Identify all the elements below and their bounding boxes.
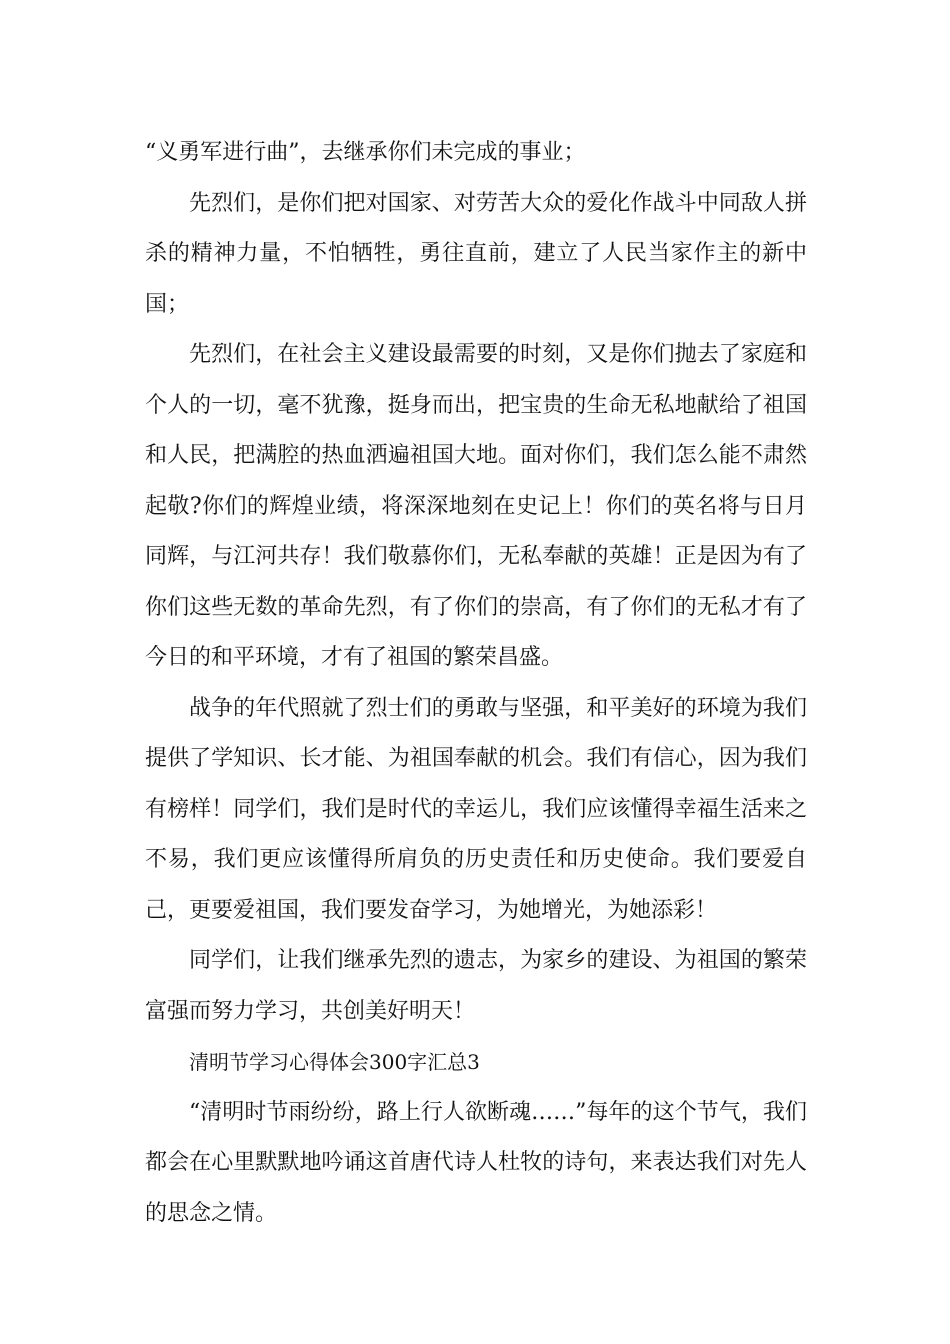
paragraph-2: 先烈们，是你们把对国家、对劳苦大众的爱化作战斗中同敌人拼杀的精神力量，不怕牺牲，勇往直前，建立了人民当家作主的新中国； — [145, 190, 807, 317]
paragraph-1: “义勇军进行曲”，去继承你们未完成的事业； — [145, 140, 586, 165]
paragraph-5: 同学们，让我们继承先烈的遗志，为家乡的建设、为祖国的繁荣富强而努力学习，共创美好明天！ — [145, 948, 807, 1024]
document-page — [145, 128, 807, 1239]
paragraph-4: 战争的年代照就了烈士们的勇敢与坚强，和平美好的环境为我们提供了学知识、长才能、为祖国奉献的机会。我们有信心，因为我们有榜样！同学们，我们是时代的幸运儿，我们应该懂得幸福生活来之不易，我们更应该懂得所肩负的历史责任和历史使命。我们要爱自己，更要爱祖国，我们要发奋学习，为她增光，为她添彩！ — [145, 695, 807, 923]
section-heading: 清明节学习心得体会300字汇总3 — [189, 1050, 480, 1074]
paragraph-3: 先烈们，在社会主义建设最需要的时刻，又是你们抛去了家庭和个人的一切，毫不犹豫，挺身而出，把宝贵的生命无私地献给了祖国和人民，把满腔的热血洒遍祖国大地。面对你们，我们怎么能不肃然起敬?你们的辉煌业绩，将深深地刻在史记上！你们的英名将与日月同辉，与江河共存！我们敬慕你们，无私奉献的英雄！正是因为有了你们这些无数的革命先烈，有了你们的崇高，有了你们的无私才有了今日的和平环境，才有了祖国的繁荣昌盛。 — [145, 342, 807, 670]
paragraph-6: “清明时节雨纷纷，路上行人欲断魂……”每年的这个节气，我们都会在心里默默地吟诵这首唐代诗人杜牧的诗句，来表达我们对先人的思念之情。 — [145, 1099, 807, 1226]
